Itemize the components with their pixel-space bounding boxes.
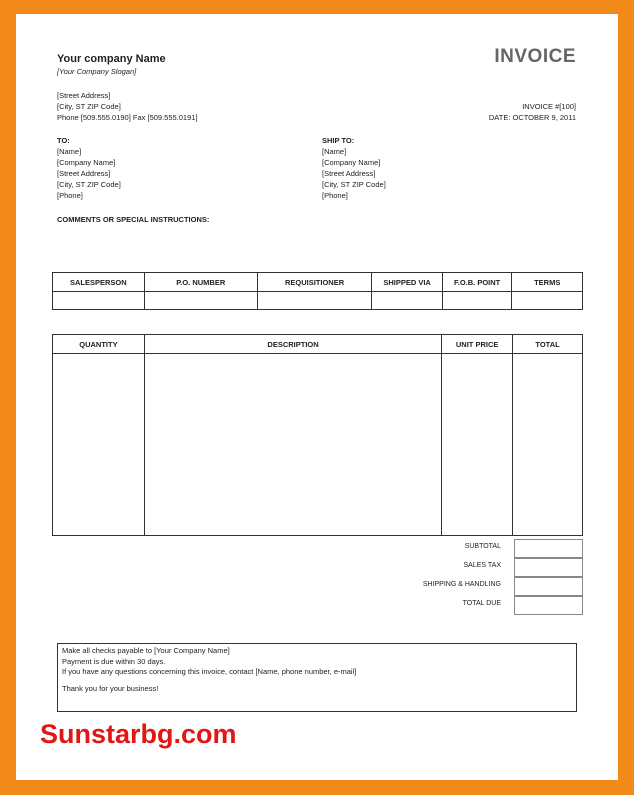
subtotal-row	[52, 539, 583, 558]
questions-note: If you have any questions concerning this invoice, contact [Name, phone number, e-mail]	[62, 667, 357, 676]
order-info-row	[53, 292, 583, 310]
ship-to-name: [Name]	[322, 147, 347, 156]
bill-to-block	[57, 135, 121, 201]
salesperson-cell[interactable]	[53, 292, 145, 310]
company-city: [City, ST ZIP Code]	[57, 102, 121, 111]
col-terms: TERMS	[512, 273, 583, 292]
comments-label: COMMENTS OR SPECIAL INSTRUCTIONS:	[57, 215, 210, 224]
total-due-label: TOTAL DUE	[462, 600, 501, 607]
checks-payable-note: Make all checks payable to [Your Company Name]	[62, 646, 230, 655]
col-quantity: QUANTITY	[53, 335, 145, 354]
sales-tax-box[interactable]	[514, 558, 583, 577]
col-requisitioner: REQUISITIONER	[257, 273, 371, 292]
invoice-title: INVOICE	[494, 46, 576, 67]
company-street: [Street Address]	[57, 91, 111, 100]
totals-section	[52, 539, 583, 615]
col-description: DESCRIPTION	[144, 335, 441, 354]
invoice-number: INVOICE #[100]	[522, 102, 576, 111]
ship-to-label: SHIP TO:	[322, 136, 355, 145]
fob-point-cell[interactable]	[442, 292, 512, 310]
total-cell[interactable]	[513, 354, 583, 536]
site-watermark: Sunstarbg.com	[40, 719, 237, 749]
col-fob-point: F.O.B. POINT	[442, 273, 512, 292]
ship-to-phone: [Phone]	[322, 191, 348, 200]
bill-to-label: TO:	[57, 136, 70, 145]
thank-you-note: Thank you for your business!	[62, 683, 159, 693]
terms-cell[interactable]	[512, 292, 583, 310]
payment-due-note: Payment is due within 30 days.	[62, 656, 166, 666]
payment-notes-box	[57, 643, 577, 712]
po-number-cell[interactable]	[144, 292, 257, 310]
invoice-date: DATE: OCTOBER 9, 2011	[488, 113, 576, 122]
shipped-via-cell[interactable]	[372, 292, 443, 310]
bill-to-phone: [Phone]	[57, 191, 83, 200]
company-slogan: [Your Company Slogan]	[57, 67, 137, 76]
order-info-table	[52, 272, 583, 310]
subtotal-label: SUBTOTAL	[464, 543, 501, 550]
bill-to-company: [Company Name]	[57, 158, 116, 167]
ship-to-block	[322, 135, 386, 201]
col-unit-price: UNIT PRICE	[442, 335, 513, 354]
bill-to-name: [Name]	[57, 147, 82, 156]
line-items-body	[53, 354, 583, 536]
col-shipped-via: SHIPPED VIA	[372, 273, 443, 292]
ship-to-street: [Street Address]	[322, 169, 376, 178]
col-po-number: P.O. NUMBER	[144, 273, 257, 292]
company-phone-fax: Phone [509.555.0190] Fax [509.555.0191]	[57, 113, 198, 122]
subtotal-box[interactable]	[514, 539, 583, 558]
company-name: Your company Name	[57, 53, 166, 65]
ship-to-city: [City, ST ZIP Code]	[322, 180, 386, 189]
col-salesperson: SALESPERSON	[53, 273, 145, 292]
unit-price-cell[interactable]	[442, 354, 513, 536]
requisitioner-cell[interactable]	[257, 292, 371, 310]
invoice-meta	[489, 101, 576, 123]
ship-to-company: [Company Name]	[322, 158, 381, 167]
sales-tax-label: SALES TAX	[463, 562, 501, 569]
line-items-table	[52, 334, 583, 536]
company-address	[57, 90, 198, 123]
total-due-row	[52, 596, 583, 615]
col-total: TOTAL	[513, 335, 583, 354]
shipping-label: SHIPPING & HANDLING	[422, 581, 501, 588]
bill-to-city: [City, ST ZIP Code]	[57, 180, 121, 189]
total-due-box[interactable]	[514, 596, 583, 615]
invoice-page	[16, 14, 618, 780]
description-cell[interactable]	[144, 354, 441, 536]
quantity-cell[interactable]	[53, 354, 145, 536]
shipping-row	[52, 577, 583, 596]
shipping-box[interactable]	[514, 577, 583, 596]
sales-tax-row	[52, 558, 583, 577]
bill-to-street: [Street Address]	[57, 169, 111, 178]
